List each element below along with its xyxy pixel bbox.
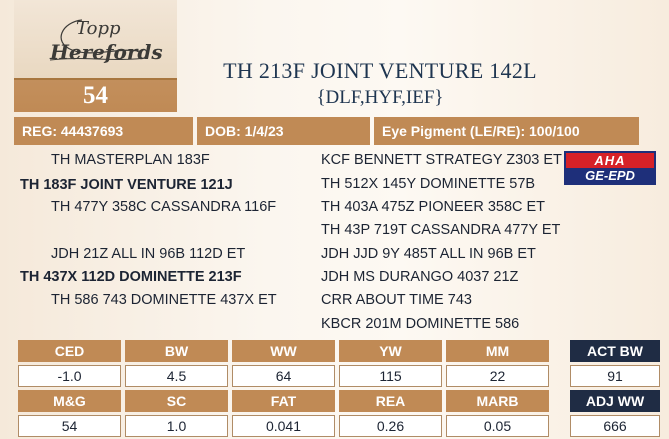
aha-ge-epd-badge bbox=[564, 151, 656, 185]
epd-header-yw: YW bbox=[339, 340, 442, 362]
logo-text-bottom: Herefords bbox=[50, 40, 163, 64]
pedigree-sire-sire-sire: TH MASTERPLAN 183F bbox=[51, 152, 210, 168]
pedigree-sire-dam-sire: JDH 21Z ALL IN 96B 112D ET bbox=[51, 246, 246, 262]
pedigree-sire-sire: TH 183F JOINT VENTURE 121J bbox=[20, 177, 233, 193]
epd-header-sc: SC bbox=[125, 390, 228, 412]
pedigree-sire-dam: TH 437X 112D DOMINETTE 213F bbox=[20, 269, 242, 285]
act-bw-value: 91 bbox=[570, 365, 660, 387]
pedigree-right-8: KBCR 201M DOMINETTE 586 bbox=[321, 316, 520, 332]
pedigree-right-4: TH 43P 719T CASSANDRA 477Y ET bbox=[321, 222, 561, 238]
epd-value-sc: 1.0 bbox=[125, 415, 228, 437]
epd-value-ww: 64 bbox=[232, 365, 335, 387]
adj-ww-label: ADJ WW bbox=[570, 390, 660, 412]
registration-number: REG: 44437693 bbox=[14, 117, 193, 145]
epd-value-yw: 115 bbox=[339, 365, 442, 387]
epd-header-ww: WW bbox=[232, 340, 335, 362]
epd-header-ced: CED bbox=[18, 340, 121, 362]
pedigree-sire-dam-dam: TH 586 743 DOMINETTE 437X ET bbox=[51, 292, 277, 308]
logo-panel bbox=[14, 0, 177, 112]
pedigree-sire-sire-dam: TH 477Y 358C CASSANDRA 116F bbox=[51, 199, 277, 215]
info-bar bbox=[14, 117, 639, 145]
pedigree-right-3: TH 403A 475Z PIONEER 358C ET bbox=[321, 199, 546, 215]
epd-header-rea: REA bbox=[339, 390, 442, 412]
epd-value-row-1 bbox=[18, 365, 549, 387]
epd-value-ced: -1.0 bbox=[18, 365, 121, 387]
epd-header-row-2 bbox=[18, 390, 549, 412]
adj-ww-value: 666 bbox=[570, 415, 660, 437]
act-bw-label: ACT BW bbox=[570, 340, 660, 362]
epd-value-bw: 4.5 bbox=[125, 365, 228, 387]
logo-text-top: Topp bbox=[76, 18, 121, 39]
animal-name: TH 213F JOINT VENTURE 142L bbox=[223, 58, 537, 83]
epd-header-mm: MM bbox=[446, 340, 549, 362]
epd-table bbox=[14, 337, 553, 439]
epd-value-mg: 54 bbox=[18, 415, 121, 437]
epd-value-mm: 22 bbox=[446, 365, 549, 387]
epd-header-row-1 bbox=[18, 340, 549, 362]
epd-header-mg: M&G bbox=[18, 390, 121, 412]
genetic-conditions: {DLF,HYF,IEF} bbox=[316, 87, 444, 108]
epd-value-row-2 bbox=[18, 415, 549, 437]
epd-value-rea: 0.26 bbox=[339, 415, 442, 437]
badge-ge-epd-text: GE-EPD bbox=[585, 168, 635, 183]
badge-aha-text: AHA bbox=[566, 153, 654, 168]
epd-value-fat: 0.041 bbox=[232, 415, 335, 437]
actual-weights-table bbox=[566, 337, 664, 439]
epd-value-marb: 0.05 bbox=[446, 415, 549, 437]
epd-header-bw: BW bbox=[125, 340, 228, 362]
pedigree-right-7: CRR ABOUT TIME 743 bbox=[321, 292, 472, 308]
pedigree-right-2: TH 512X 145Y DOMINETTE 57B bbox=[321, 176, 536, 192]
pedigree-right-1: KCF BENNETT STRATEGY Z303 ET bbox=[321, 152, 562, 168]
date-of-birth: DOB: 1/4/23 bbox=[197, 117, 370, 145]
epd-header-marb: MARB bbox=[446, 390, 549, 412]
pedigree-right-6: JDH MS DURANGO 4037 21Z bbox=[321, 269, 519, 285]
lot-number: 54 bbox=[83, 82, 108, 109]
epd-header-fat: FAT bbox=[232, 390, 335, 412]
eye-pigment: Eye Pigment (LE/RE): 100/100 bbox=[374, 117, 639, 145]
ranch-logo bbox=[14, 0, 177, 80]
pedigree-right-5: JDH JJD 9Y 485T ALL IN 96B ET bbox=[321, 246, 536, 262]
